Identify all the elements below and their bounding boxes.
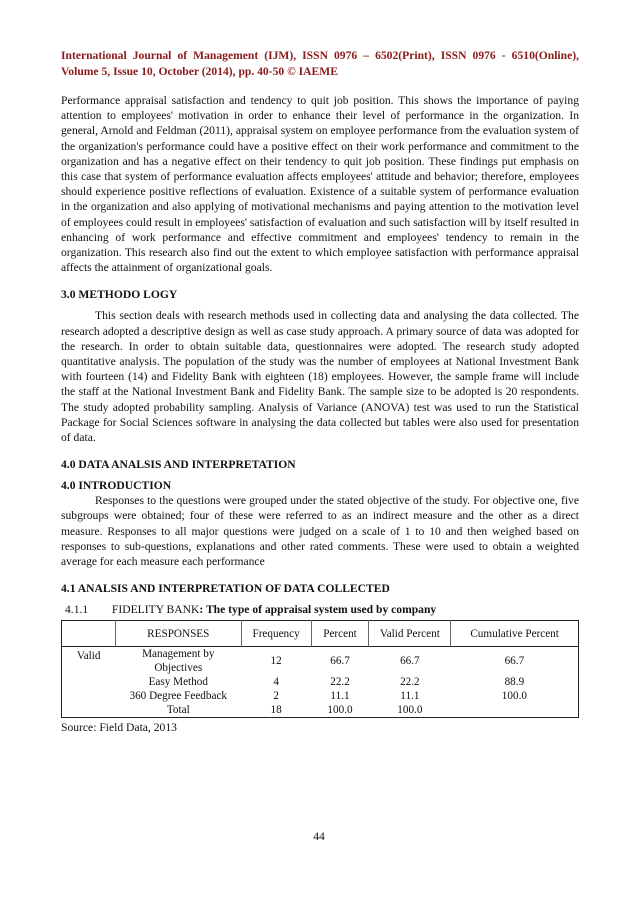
section-heading-analysis: 4.1 ANALSIS AND INTERPRETATION OF DATA COLLECTED xyxy=(61,582,390,596)
table-row xyxy=(62,703,579,718)
table-caption xyxy=(61,602,579,617)
table-header-frequency: Frequency xyxy=(241,621,311,647)
table-header-group xyxy=(62,621,116,647)
row-cumulative: 88.9 xyxy=(451,675,579,689)
row-percent: 100.0 xyxy=(327,704,353,717)
page-number: 44 xyxy=(313,830,325,843)
section-heading-introduction: 4.0 INTRODUCTION xyxy=(61,479,172,493)
table-header-cumulative-percent: Cumulative Percent xyxy=(451,621,579,647)
row-valid-percent: 22.2 xyxy=(400,676,420,689)
row-percent: 11.1 xyxy=(330,690,350,703)
appraisal-system-table xyxy=(61,620,579,718)
row-valid-percent: 66.7 xyxy=(400,655,420,668)
table-number: 4.1.1 xyxy=(65,603,89,617)
methodology-paragraph: This section deals with research methods used in collecting data and analysing the data collected. The research adopted a descriptive design as well as case study approach. A primary source of data was adopted for the research. In order to obtain suitable data, questionnaires were adopted. The research study adopted quantitative analysis. The population of the study was the number of employees at National Investment Bank with fourteen (14) and Fidelity Bank with eighteen (18) employees. However, the sample frame will include the staff at the National Investment Bank and Fidelity Bank. The sample size to be adopted is 20 respondents. The study adopted probability sampling. Analysis of Variance (ANOVA) test was used to run the Statistical Package for Social Sciences software in analysing the data collected but tables were also used for presentation of data. xyxy=(61,309,579,445)
section-heading-methodology: 3.0 METHODO LOGY xyxy=(61,288,178,302)
row-percent: 66.7 xyxy=(330,655,350,668)
row-cumulative xyxy=(451,703,579,718)
journal-header: International Journal of Management (IJM), ISSN 0976 – 6502(Print), ISSN 0976 - 6510(Online), Volume 5, Issue 10, October (2014), pp. 40-50 © IAEME xyxy=(61,49,579,78)
table-header-percent: Percent xyxy=(311,621,369,647)
row-valid-percent: 11.1 xyxy=(400,690,420,703)
row-response: Total xyxy=(166,704,190,717)
row-percent: 22.2 xyxy=(330,676,350,689)
table-header-valid-percent: Valid Percent xyxy=(369,621,451,647)
table-caption-title: : The type of appraisal system used by company xyxy=(199,603,437,617)
page-body xyxy=(61,48,579,735)
table-header-responses: RESPONSES xyxy=(115,621,241,647)
row-response: 360 Degree Feedback xyxy=(129,690,228,703)
row-frequency: 12 xyxy=(270,655,282,668)
section-heading-data-analysis: 4.0 DATA ANALSIS AND INTERPRETATION xyxy=(61,458,296,472)
row-frequency: 18 xyxy=(270,704,282,717)
row-frequency: 4 xyxy=(273,676,279,689)
row-frequency: 2 xyxy=(273,690,279,703)
row-group: Valid xyxy=(62,647,116,676)
table-row xyxy=(62,647,579,676)
table-header-row xyxy=(62,621,579,647)
introduction-paragraph: Responses to the questions were grouped under the stated objective of the study. For objective one, five subgroups were obtained; four of these were referred to as an indirect measure and the other as a direct measure. Responses to all major questions were judged on a scale of 1 to 10 and then weighed based on responses to sub-questions, explanations and other rated comments. These were used to obtain a weighted average for each measure each performance xyxy=(61,494,579,569)
intro-paragraph: Performance appraisal satisfaction and tendency to quit job position. This shows the importance of paying attention to employees' motivation in order to enhance their level of performance in the organization. In general, Arnold and Feldman (2011), appraisal system on employee performance from the evaluation system of the organization's performance could have a positive effect on their work performance and commitment to the organization and has a negative effect on their tendency to quit job position. These findings put emphasis on this case that system of performance evaluation affects employees' attitude and behavior; therefore, employees should experience positive reflections of evaluation. Existence of a suitable system of performance evaluation in the organization and also applying of motivational mechanisms and paying attention to the motivation level of employees could result in employees' satisfaction of evaluation and such satisfaction will by itself resulted in enhancing of work performance and effective commitment and employees' tendency to remain in the organization. This research also find out the extent to which employee satisfaction with performance appraisal affects the attainment of organizational goals. xyxy=(61,94,579,275)
row-valid-percent: 100.0 xyxy=(397,704,423,717)
table-row xyxy=(62,675,579,689)
row-cumulative: 66.7 xyxy=(451,647,579,676)
row-group xyxy=(62,675,116,689)
table-caption-bank: FIDELITY BANK xyxy=(111,603,200,617)
row-cumulative: 100.0 xyxy=(451,689,579,703)
row-group xyxy=(62,689,116,703)
row-response: Easy Method xyxy=(148,676,208,689)
table-source: Source: Field Data, 2013 xyxy=(61,721,177,735)
row-group xyxy=(62,703,116,718)
table-row xyxy=(62,689,579,703)
row-response: Management by Objectives xyxy=(142,648,215,675)
